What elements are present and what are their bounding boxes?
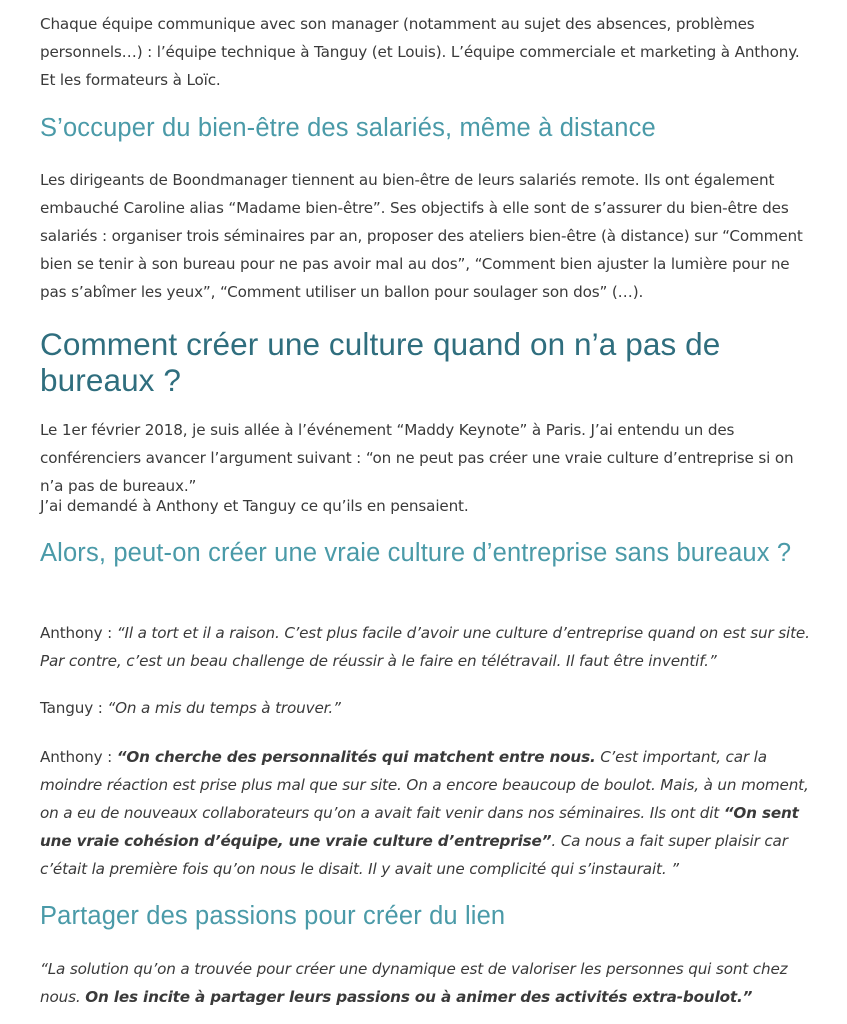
intro-section [40, 10, 815, 94]
question-section [40, 538, 815, 568]
paragraph-asked: J’ai demandé à Anthony et Tanguy ce qu’ils en pensaient. [40, 497, 469, 515]
passions-section [40, 901, 815, 931]
speaker-name: Tanguy : [40, 699, 108, 717]
quote-bold-text: “On cherche des personnalités qui matchent entre nous. [116, 748, 596, 766]
quote-paragraph [40, 619, 815, 675]
speaker-name: Anthony : [40, 748, 117, 766]
paragraph-intro: Chaque équipe communique avec son manager (notamment au sujet des absences, problèmes personnels…) : l’équipe technique à Tanguy (et Louis). L’équipe commerciale et marketing à Anthony. Et les formateurs à Loïc. [40, 15, 800, 89]
speaker-name: Anthony : [40, 624, 117, 642]
quote-solution [40, 955, 815, 1011]
quote-text: “Il a tort et il a raison. C’est plus facile d’avoir une culture d’entreprise quand on est sur site. Par contre, c’est un beau challenge de réussir à le faire en télétravail. Il faut être inventif.” [40, 624, 810, 670]
asked-block [40, 492, 815, 520]
quote-text: . Ca nous a fait super plaisir car c’était la première fois qu’on nous le disait. Il y avait une complicité qui s’instaurait. ” [40, 832, 788, 878]
heading-wellbeing: S’occuper du bien-être des salariés, même à distance [40, 114, 656, 142]
quote-bold-text: On les incite à partager leurs passions ou à animer des activités extra-boulot.” [85, 988, 753, 1006]
heading-passions: Partager des passions pour créer du lien [40, 902, 506, 930]
quote-text: “On a mis du temps à trouver.” [107, 699, 341, 717]
quote-anthony-2 [40, 743, 815, 883]
quote-text: “La solution qu’on a trouvée pour créer une dynamique est de valoriser les personnes qui sont chez nous. [40, 960, 788, 1006]
quote-paragraph [40, 955, 815, 1011]
paragraph-wellbeing: Les dirigeants de Boondmanager tiennent au bien-être de leurs salariés remote. Ils ont également embauché Caroline alias “Madame bien-être”. Ses objectifs à elle sont de s’assurer du bien-être des salariés : organiser trois séminaires par an, proposer des ateliers bien-être (à distance) sur “Comment bien se tenir à son bureau pour ne pas avoir mal au dos”, “Comment bien ajuster la lumière pour ne pas s’abîmer les yeux”, “Comment utiliser un ballon pour soulager son dos” (…). [40, 171, 803, 301]
heading-question: Alors, peut-on créer une vraie culture d’entreprise sans bureaux ? [40, 539, 792, 567]
culture-section [40, 326, 815, 398]
wellbeing-section [40, 113, 815, 143]
quote-paragraph [40, 694, 815, 722]
heading-culture: Comment créer une culture quand on n’a pas de bureaux ? [40, 326, 721, 398]
quote-paragraph [40, 743, 815, 883]
quote-text: C’est important, car la moindre réaction est prise plus mal que sur site. On a encore beaucoup de boulot. Mais, à un moment, on a eu de nouveaux collaborateurs qu’on a avait fait venir dans nos séminaires. Ils ont dit [40, 748, 809, 822]
keynote-block [40, 416, 815, 500]
quote-bold-text: “On sent une vraie cohésion d’équipe, une vraie culture d’entreprise” [40, 804, 799, 850]
quote-anthony-1 [40, 619, 815, 675]
wellbeing-paragraph-block [40, 166, 815, 306]
quote-tanguy [40, 694, 815, 722]
paragraph-keynote: Le 1er février 2018, je suis allée à l’événement “Maddy Keynote” à Paris. J’ai entendu un des conférenciers avancer l’argument suivant : “on ne peut pas créer une vraie culture d’entreprise si on n’a pas de bureaux.” [40, 421, 794, 495]
